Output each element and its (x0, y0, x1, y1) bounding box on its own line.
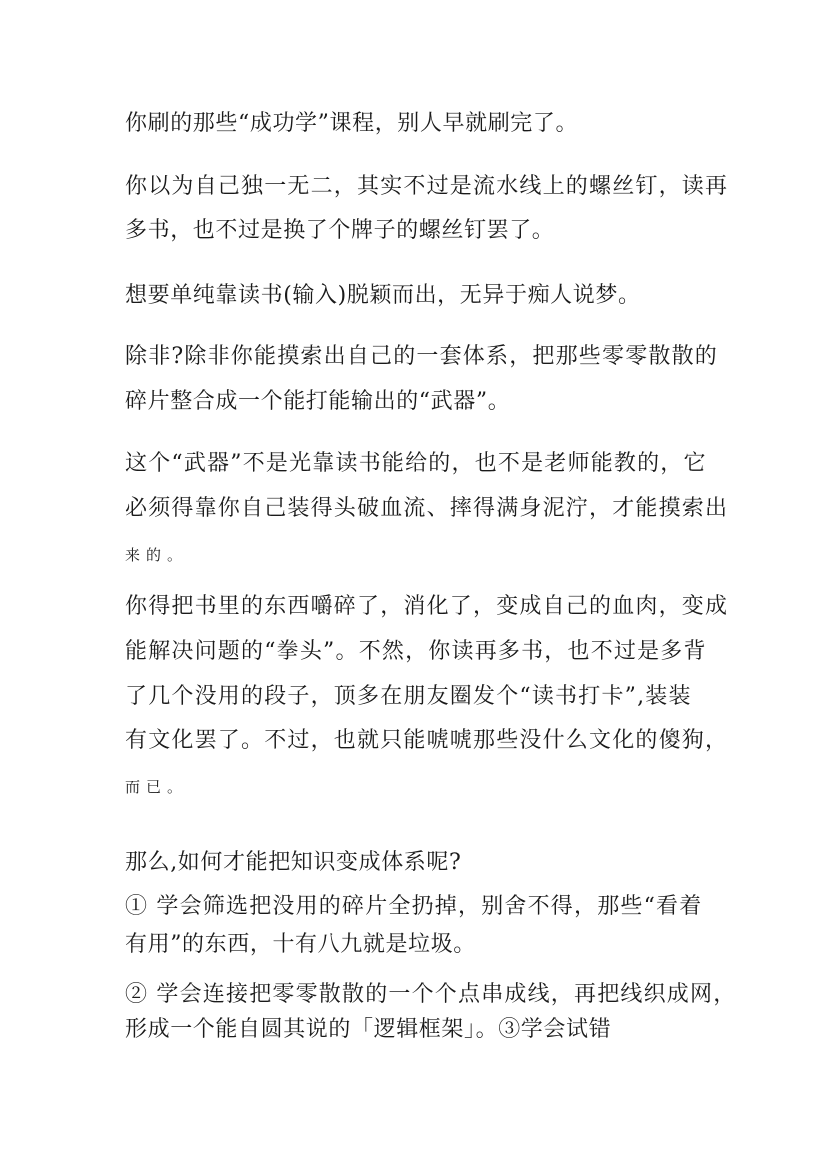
paragraph-6-line-5: 而已。 (125, 778, 189, 796)
paragraph-7-line-1: 那么,如何才能把知识变成体系呢? (125, 850, 462, 875)
paragraph-4-line-2: 碎片整合成一个能打能输出的“武器”。 (125, 389, 511, 414)
paragraph-3-line-1: 想要单纯靠读书(输入)脱颖而出，无异于痴人说梦。 (125, 283, 641, 308)
paragraph-6-line-1: 你得把书里的东西嚼碎了，消化了，变成自己的血肉，变成 (125, 594, 729, 619)
paragraph-2-line-2: 多书，也不过是换了个牌子的螺丝钉罢了。 (125, 218, 555, 243)
paragraph-8-line-2: 有用”的东西，十有八九就是垃圾。 (125, 932, 476, 957)
paragraph-6-line-2: 能解决问题的“拳头”。不然，你读再多书，也不过是多背 (125, 639, 707, 664)
paragraph-1-line-1: 你刷的那些“成功学”课程，别人早就刷完了。 (125, 111, 579, 136)
paragraph-5-line-2: 必须得靠你自己装得头破血流、摔得满身泥泞，才能摸索出 (125, 496, 729, 521)
paragraph-4-line-1: 除非?除非你能摸索出自己的一套体系，把那些零零散散的 (125, 344, 718, 369)
paragraph-9-line-1: ② 学会连接把零零散散的一个个点串成线，再把线织成网， (125, 982, 737, 1007)
paragraph-2-line-1: 你以为自己独一无二，其实不过是流水线上的螺丝钉，读再 (125, 174, 729, 199)
paragraph-5-line-1: 这个“武器”不是光靠读书能给的，也不是老师能教的，它 (125, 451, 707, 476)
paragraph-8-line-1: ① 学会筛选把没用的碎片全扔掉，别舍不得，那些“看着 (125, 894, 703, 919)
paragraph-9-line-2: 形成一个能自圆其说的「逻辑框架」。③学会试错 (125, 1017, 612, 1042)
paragraph-5-line-3: 来的。 (125, 546, 189, 564)
paragraph-6-line-4: 有文化罢了。不过，也就只能唬唬那些没什么文化的傻狗， (125, 728, 729, 753)
paragraph-6-line-3: 了几个没用的段子，顶多在朋友圈发个“读书打卡”,装装 (125, 684, 692, 709)
